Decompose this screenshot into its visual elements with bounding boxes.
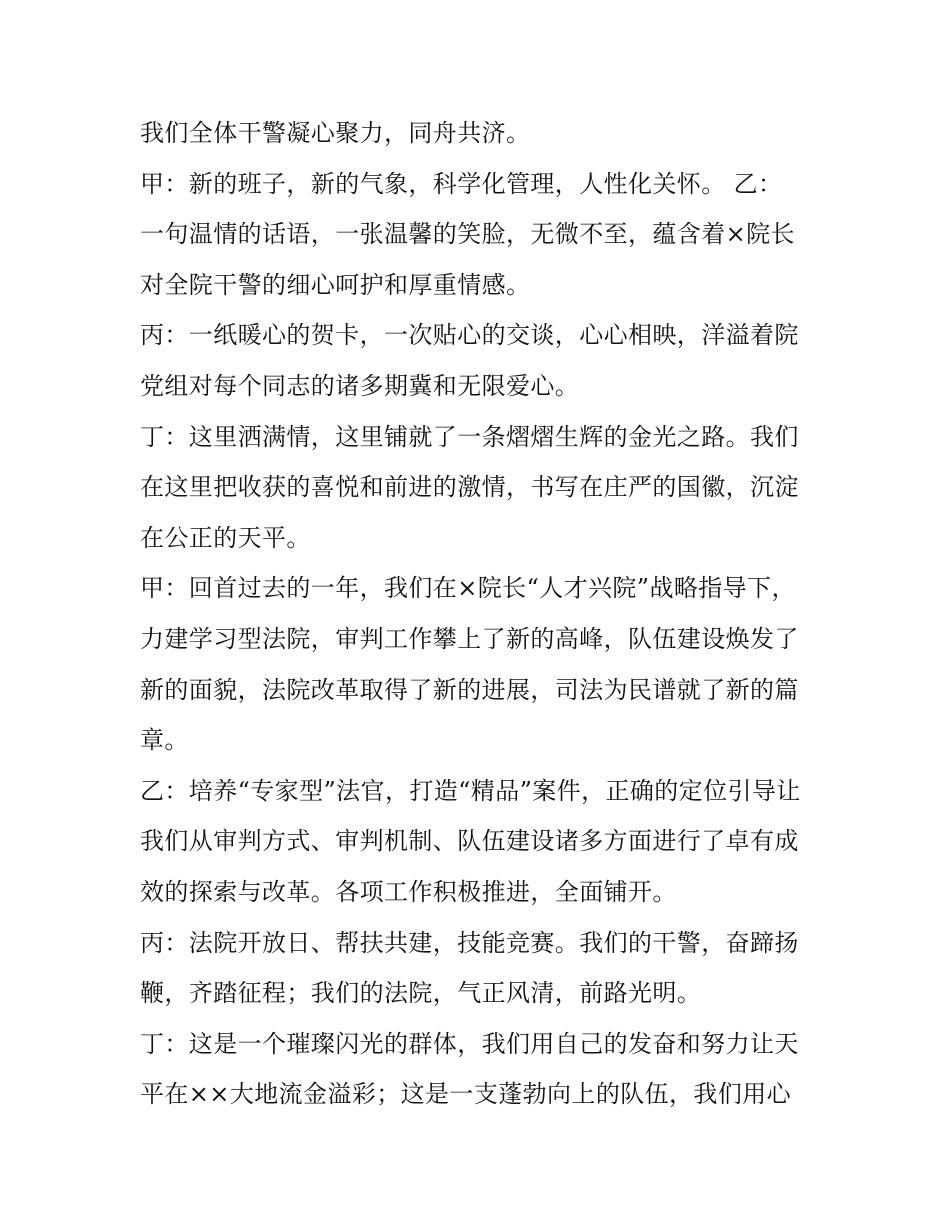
text-line: 乙：培养“专家型”法官，打造“精品”案件，正确的定位引导让 [140,776,801,805]
text-line: 对全院干警的细心呵护和厚重情感。 [140,270,531,299]
text-line: 甲：回首过去的一年，我们在×院长“人才兴院”战略指导下， [140,574,796,603]
text-line: 丁：这是一个璀璨闪光的群体，我们用自己的发奋和努力让天 [140,1029,799,1058]
document-body [140,108,812,1120]
text-line: 新的面貌，法院改革取得了新的进展，司法为民谱就了新的篇 [140,675,799,704]
text-line: 丁：这里洒满情，这里铺就了一条熠熠生辉的金光之路。我们 [140,422,799,451]
text-line: 甲：新的班子，新的气象，科学化管理，人性化关怀。 乙： [140,169,783,198]
text-line: 在公正的天平。 [140,523,311,552]
text-line: 鞭，齐踏征程；我们的法院，气正风清，前路光明。 [140,979,702,1008]
text-line: 效的探索与改革。各项工作积极推进，全面铺开。 [140,877,677,906]
text-line: 党组对每个同志的诸多期冀和无限爱心。 [140,371,580,400]
text-line: 力建学习型法院，审判工作攀上了新的高峰，队伍建设焕发了 [140,624,799,653]
text-line: 我们从审判方式、审判机制、队伍建设诸多方面进行了卓有成 [140,827,799,856]
text-line: 一句温情的话语，一张温馨的笑脸，无微不至，蕴含着×院长 [140,220,795,249]
text-line: 丙：一纸暖心的贺卡，一次贴心的交谈，心心相映，洋溢着院 [140,321,799,350]
text-line: 我们全体干警凝心聚力，同舟共济。 [140,119,531,147]
text-line: 章。 [140,726,189,755]
text-line: 平在××大地流金溢彩；这是一支蓬勃向上的队伍，我们用心 [140,1080,792,1109]
text-line: 在这里把收获的喜悦和前进的激情，书写在庄严的国徽，沉淀 [140,473,799,502]
text-line: 丙：法院开放日、帮扶共建，技能竞赛。我们的干警，奋蹄扬 [140,928,799,957]
